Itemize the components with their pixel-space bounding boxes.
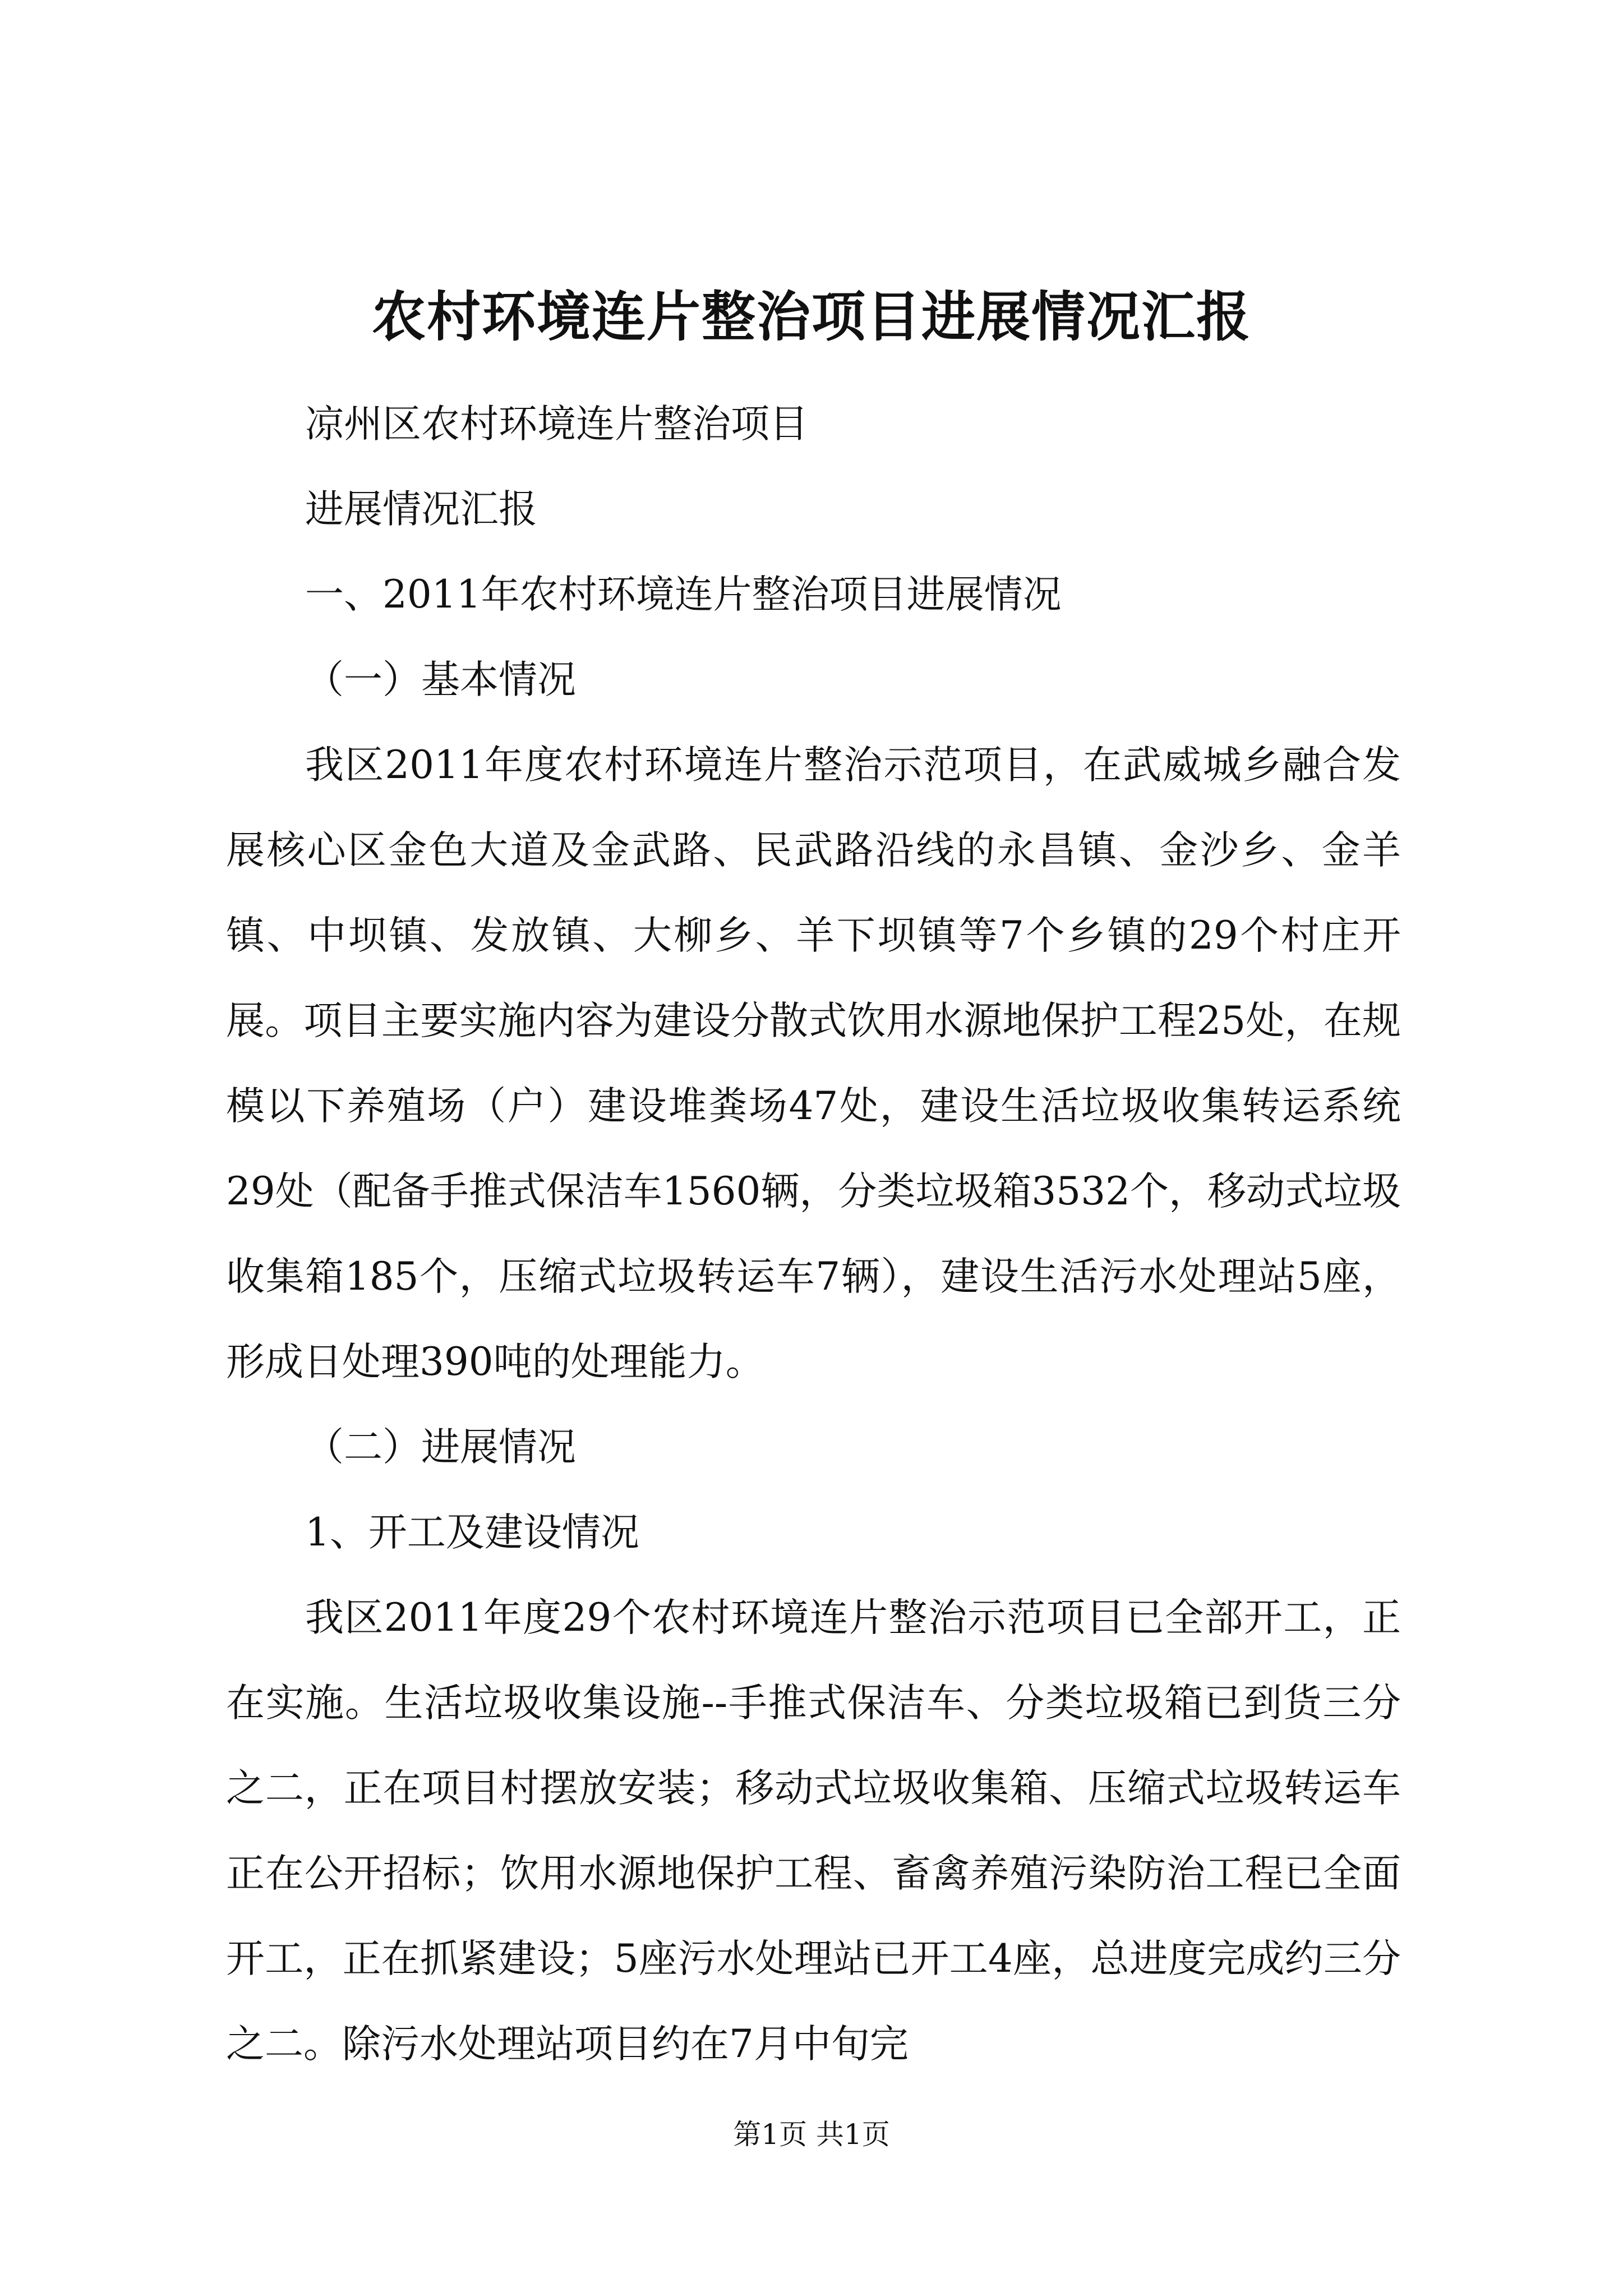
paragraph-construction: 我区2011年度29个农村环境连片整治示范项目已全部开工，正在实施。生活垃圾收集设施--手推式保洁车、分类垃圾箱已到货三分之二，正在项目村摆放安装；移动式垃圾收集箱、压缩式垃圾转运车正在公开招标；饮用水源地保护工程、畜禽养殖污染防治工程已全面开工，正在抓紧建设；5座污水处理站已开工4座，总进度完成约三分之二。除污水处理站项目约在7月中旬完: [226, 1595, 1401, 2067]
document-body: [226, 381, 1401, 2087]
item-heading-construction: 1、开工及建设情况: [305, 1510, 639, 1555]
subsection-heading-basic: （一）基本情况: [305, 657, 576, 702]
page-footer: 第1页 共1页: [733, 2118, 890, 2151]
subsection-heading-progress: （二）进展情况: [305, 1425, 576, 1470]
document-title: 农村环境连片整治项目进展情况汇报: [372, 285, 1251, 348]
paragraph-basic-info: 我区2011年度农村环境连片整治示范项目，在武威城乡融合发展核心区金色大道及金武路、民武路沿线的永昌镇、金沙乡、金羊镇、中坝镇、发放镇、大柳乡、羊下坝镇等7个乡镇的29个村庄开展。项目主要实施内容为建设分散式饮用水源地保护工程25处，在规模以下养殖场（户）建设堆粪场47处，建设生活垃圾收集转运系统29处（配备手推式保洁车1560辆，分类垃圾箱3532个，移动式垃圾收集箱185个，压缩式垃圾转运车7辆），建设生活污水处理站5座，形成日处理390吨的处理能力。: [226, 743, 1401, 1384]
section-heading: 一、2011年农村环境连片整治项目进展情况: [305, 572, 1062, 617]
subtitle-line-1: 凉州区农村环境连片整治项目: [305, 402, 808, 447]
subtitle-line-2: 进展情况汇报: [305, 487, 537, 532]
